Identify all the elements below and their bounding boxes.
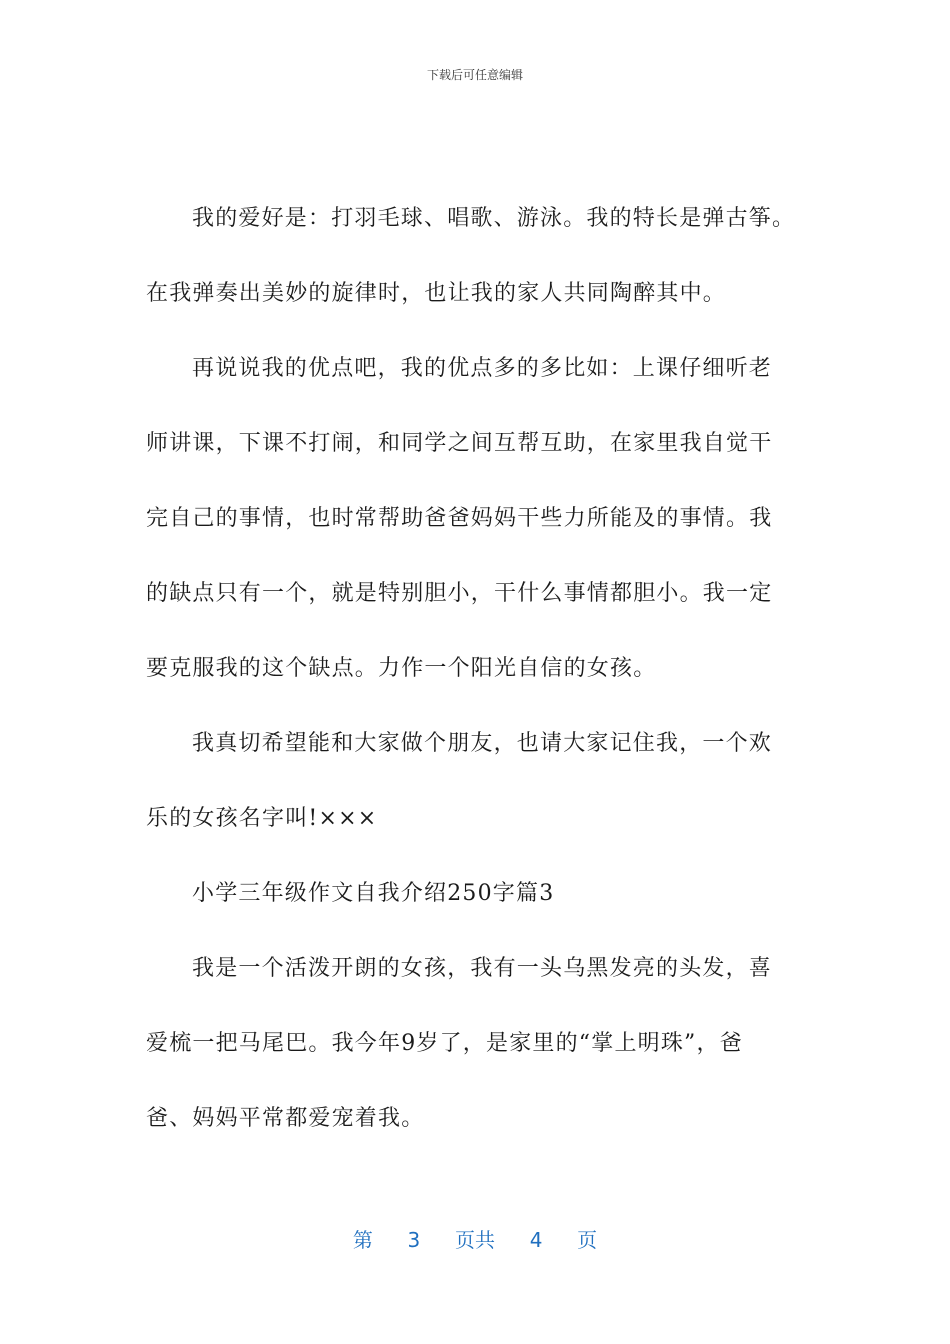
footer-total-pages: 4 (529, 1228, 543, 1252)
text-line-11: 我是一个活泼开朗的女孩，我有一头乌黑发亮的头发，喜 (192, 956, 773, 981)
footer-current-page: 3 (407, 1228, 421, 1252)
text-line-6: 的缺点只有一个，就是特别胆小，干什么事情都胆小。我一定 (146, 581, 773, 606)
text-line-7: 要克服我的这个缺点。力作一个阳光自信的女孩。 (146, 656, 657, 681)
text-line-1: 我的爱好是：打羽毛球、唱歌、游泳。我的特长是弹古筝。 (192, 206, 796, 231)
text-line-13: 爸、妈妈平常都爱宠着我。 (146, 1106, 425, 1131)
text-line-3: 再说说我的优点吧，我的优点多的多比如：上课仔细听老 (192, 356, 773, 381)
footer-middle: 页共 (455, 1228, 495, 1252)
body-text (146, 195, 806, 1170)
text-line-2: 在我弹奏出美妙的旋律时，也让我的家人共同陶醉其中。 (146, 281, 727, 306)
text-line-8: 我真切希望能和大家做个朋友，也请大家记住我，一个欢 (192, 731, 773, 756)
text-line-9: 乐的女孩名字叫!××× (146, 806, 378, 831)
footer-suffix: 页 (577, 1228, 598, 1252)
section-heading: 小学三年级作文自我介绍250字篇3 (192, 881, 555, 906)
text-line-12: 爱梳一把马尾巴。我今年9岁了，是家里的“掌上明珠”，爸 (146, 1031, 743, 1056)
page-footer (0, 1224, 950, 1253)
header-note: 下载后可任意编辑 (426, 68, 523, 82)
footer-prefix: 第 (352, 1228, 373, 1252)
text-line-4: 师讲课，下课不打闹，和同学之间互帮互助，在家里我自觉干 (146, 431, 773, 456)
text-line-5: 完自己的事情，也时常帮助爸爸妈妈干些力所能及的事情。我 (146, 506, 773, 531)
